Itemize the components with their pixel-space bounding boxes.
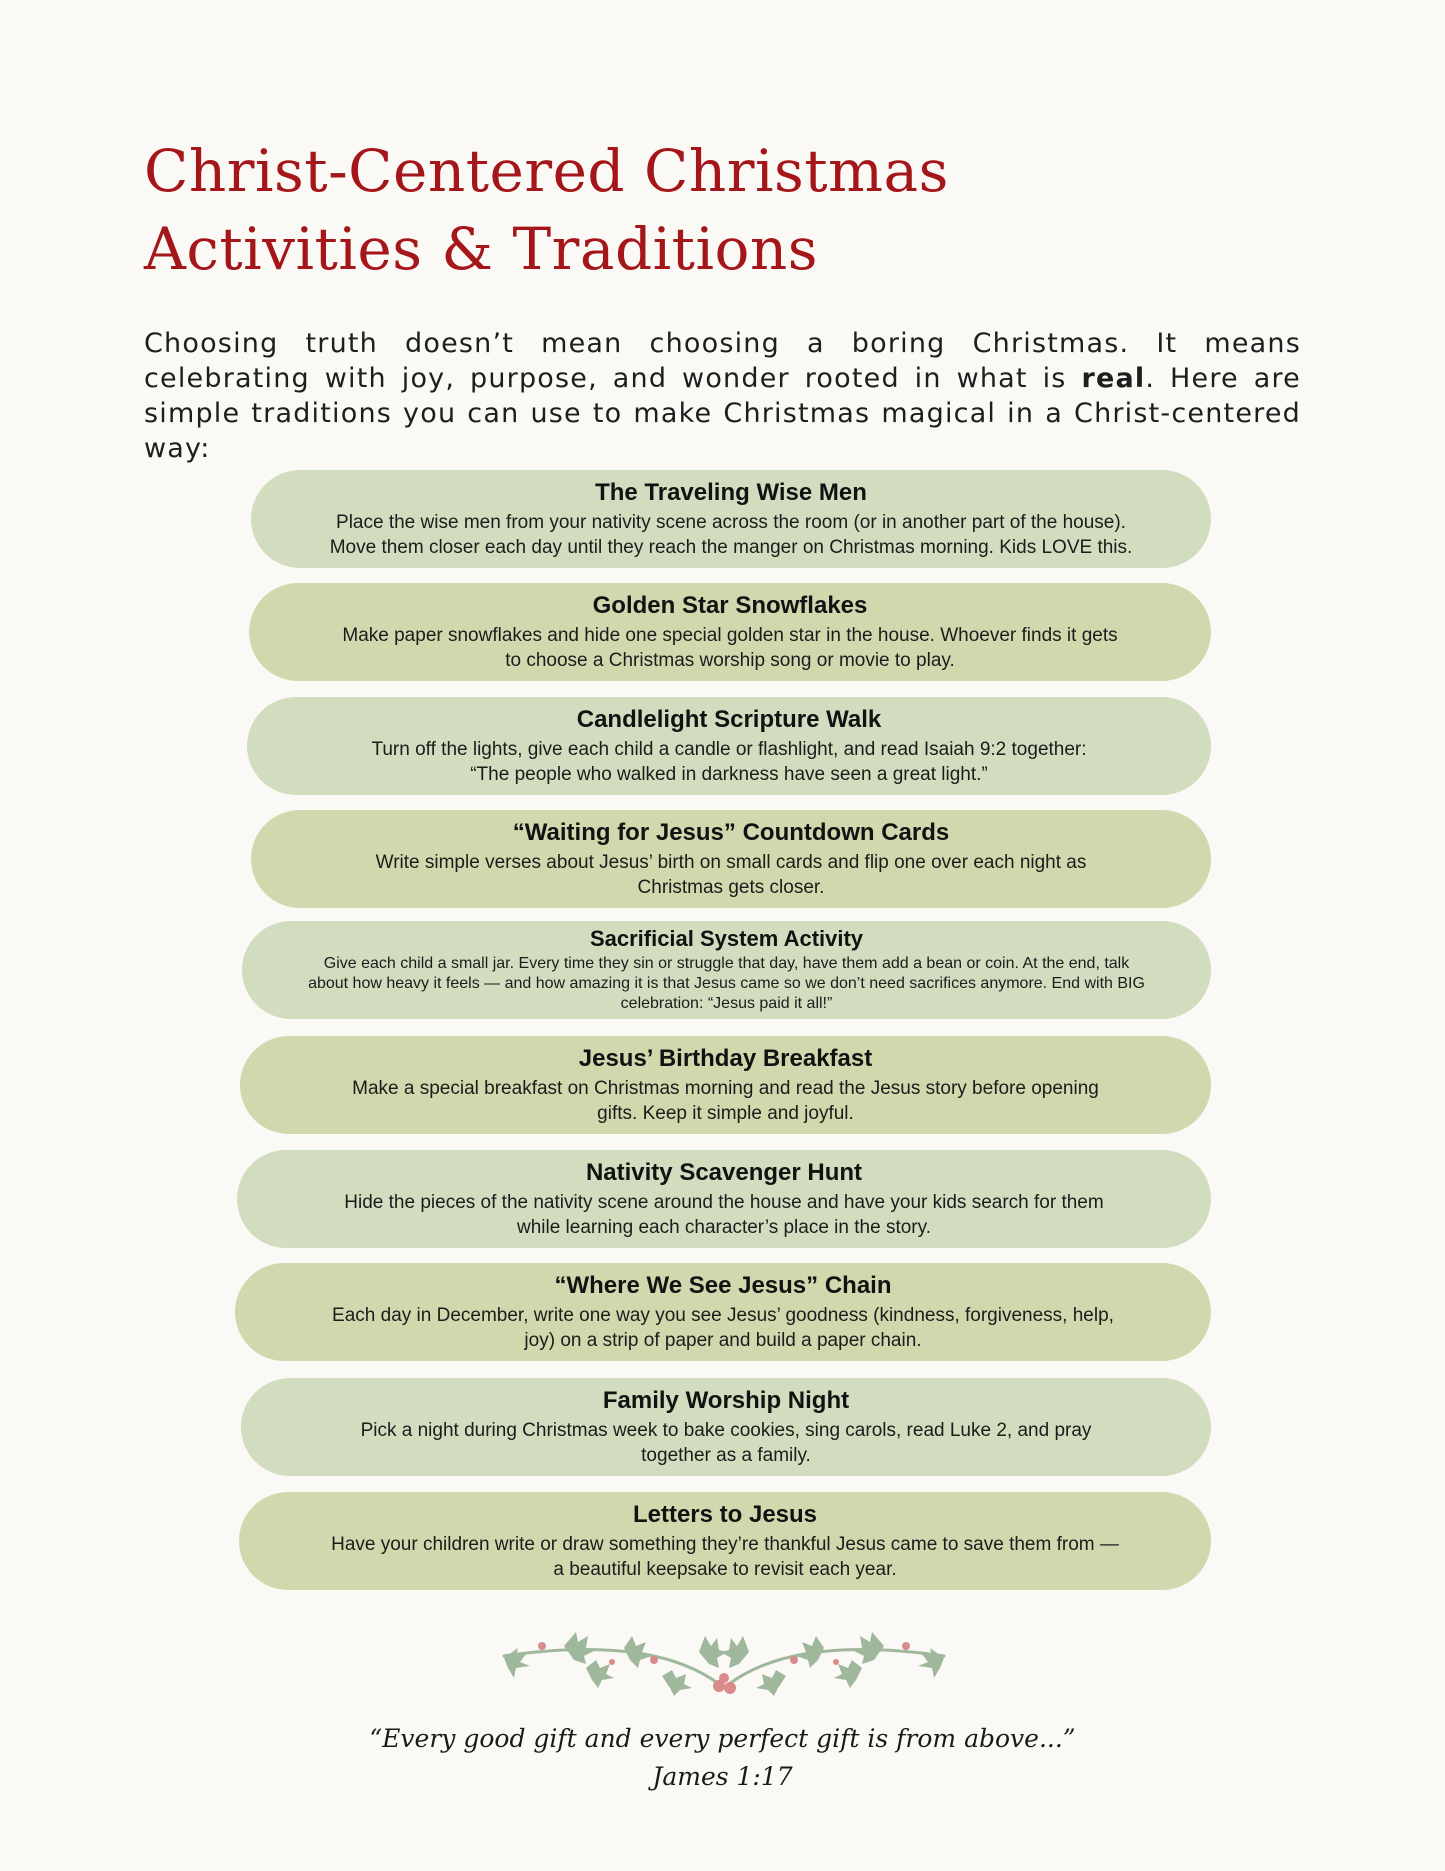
activity-desc-line: Give each child a small jar. Every time they sin or struggle that day, have them add a bean or coin. At the end, talk xyxy=(323,955,1130,972)
activity-description xyxy=(271,1190,1177,1240)
activity-desc-line: together as a family. xyxy=(641,1445,811,1466)
activity-description xyxy=(283,623,1177,673)
activity-title: Golden Star Snowflakes xyxy=(592,592,868,619)
activity-title: “Where We See Jesus” Chain xyxy=(554,1272,892,1299)
activity-title: Nativity Scavenger Hunt xyxy=(585,1159,863,1186)
intro-bold-word: real xyxy=(1081,363,1146,394)
activity-desc-line: Make paper snowflakes and hide one special golden star in the house. Whoever finds it gets xyxy=(342,625,1118,646)
intro-paragraph xyxy=(144,326,1301,466)
activity-desc-line: “The people who walked in darkness have seen a great light.” xyxy=(470,764,988,785)
activity-description xyxy=(285,510,1177,560)
activity-title: Sacrificial System Activity xyxy=(589,926,864,951)
intro-text-after: . Here are simple traditions you can use to make Christmas magical in a Christ-centered way: xyxy=(144,363,1301,464)
activity-card-where-we-see-jesus-chain xyxy=(235,1263,1211,1361)
activity-desc-line: Christmas gets closer. xyxy=(637,877,825,898)
activity-desc-line: Turn off the lights, give each child a candle or flashlight, and read Isaiah 9:2 together: xyxy=(371,739,1087,760)
quote-text: “Every good gift and every perfect gift is from above...” xyxy=(369,1724,1076,1753)
activity-desc-line: while learning each character’s place in the story. xyxy=(516,1217,931,1238)
activity-description xyxy=(274,1076,1177,1126)
activity-card-countdown-cards xyxy=(251,810,1211,908)
activity-description xyxy=(266,954,1187,1014)
activity-desc-line: celebration: “Jesus paid it all!” xyxy=(620,995,833,1012)
activity-card-traveling-wise-men xyxy=(251,470,1211,568)
activity-card-family-worship-night xyxy=(241,1378,1211,1476)
activity-description xyxy=(285,850,1177,900)
activity-description xyxy=(275,1418,1177,1468)
activity-desc-line: joy) on a strip of paper and build a paper chain. xyxy=(524,1330,922,1351)
activity-title: Family Worship Night xyxy=(602,1387,850,1414)
activity-card-birthday-breakfast xyxy=(240,1036,1211,1134)
activity-desc-line: Move them closer each day until they reach the manger on Christmas morning. Kids LOVE this. xyxy=(329,537,1133,558)
activity-description xyxy=(273,1532,1177,1582)
activity-description xyxy=(281,737,1177,787)
activity-desc-line: about how heavy it feels — and how amazing it is that Jesus came so we don’t need sacrifices anymore. End with BIG xyxy=(308,975,1145,992)
activity-title: “Waiting for Jesus” Countdown Cards xyxy=(512,819,950,846)
activity-desc-line: Have your children write or draw something they’re thankful Jesus came to save them from — xyxy=(331,1534,1119,1555)
title-line-1: Christ-Centered Christmas xyxy=(144,137,949,205)
activity-desc-line: Place the wise men from your nativity scene across the room (or in another part of the house). xyxy=(336,512,1126,533)
activity-description xyxy=(269,1303,1177,1353)
activity-card-nativity-scavenger-hunt xyxy=(237,1150,1211,1248)
activity-card-sacrificial-system xyxy=(242,921,1211,1019)
scripture-quote xyxy=(0,1720,1445,1796)
quote-reference: James 1:17 xyxy=(652,1762,793,1791)
activity-desc-line: Pick a night during Christmas week to bake cookies, sing carols, read Luke 2, and pray xyxy=(360,1420,1092,1441)
activity-desc-line: to choose a Christmas worship song or movie to play. xyxy=(505,650,955,671)
activity-title: Letters to Jesus xyxy=(632,1501,818,1528)
activity-desc-line: Each day in December, write one way you see Jesus’ goodness (kindness, forgiveness, help, xyxy=(332,1305,1114,1326)
activity-title: Candlelight Scripture Walk xyxy=(576,706,882,733)
title-line-2: Activities & Traditions xyxy=(144,215,819,283)
activity-card-letters-to-jesus xyxy=(239,1492,1211,1590)
activity-card-candlelight-scripture-walk xyxy=(247,697,1211,795)
activity-title: Jesus’ Birthday Breakfast xyxy=(578,1045,873,1072)
activity-title: The Traveling Wise Men xyxy=(595,479,867,506)
activity-card-golden-star-snowflakes xyxy=(249,583,1211,681)
holly-garland-icon xyxy=(494,1616,954,1696)
page-title xyxy=(144,132,1244,288)
activity-desc-line: a beautiful keepsake to revisit each year. xyxy=(553,1559,897,1580)
activity-desc-line: Hide the pieces of the nativity scene around the house and have your kids search for them xyxy=(344,1192,1104,1213)
activity-desc-line: Write simple verses about Jesus’ birth on small cards and flip one over each night as xyxy=(375,852,1087,873)
activity-desc-line: Make a special breakfast on Christmas morning and read the Jesus story before opening xyxy=(352,1078,1099,1099)
intro-text-before: Choosing truth doesn’t mean choosing a boring Christmas. It means celebrating with joy, purpose, and wonder rooted in what is xyxy=(144,328,1301,394)
activity-desc-line: gifts. Keep it simple and joyful. xyxy=(597,1103,854,1124)
